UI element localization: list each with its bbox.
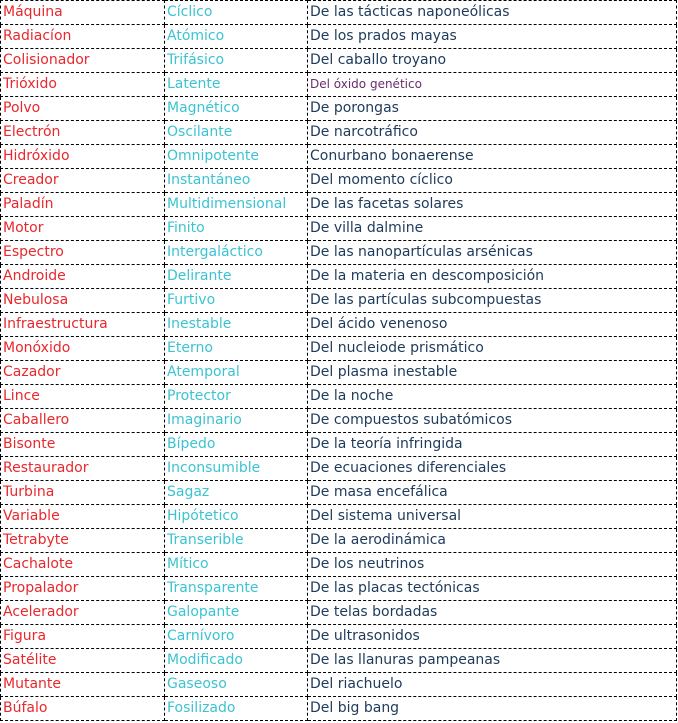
adjective-cell: Atemporal bbox=[165, 361, 308, 385]
noun-cell: Infraestructura bbox=[1, 313, 165, 337]
noun-cell: Propalador bbox=[1, 577, 165, 601]
adjective-cell: Sagaz bbox=[165, 481, 308, 505]
phrase-cell: De las tácticas naponeólicas bbox=[308, 1, 677, 25]
noun-cell: Paladín bbox=[1, 193, 165, 217]
table-row bbox=[1, 73, 677, 97]
noun-cell: Radiacíon bbox=[1, 25, 165, 49]
noun-cell: Lince bbox=[1, 385, 165, 409]
table-row bbox=[1, 169, 677, 193]
phrase-cell: Del riachuelo bbox=[308, 673, 677, 697]
adjective-cell: Omnipotente bbox=[165, 145, 308, 169]
table-body bbox=[1, 1, 677, 721]
phrase-cell: Del nucleiode prismático bbox=[308, 337, 677, 361]
phrase-cell: De narcotráfico bbox=[308, 121, 677, 145]
phrase-cell: Del caballo troyano bbox=[308, 49, 677, 73]
adjective-cell: Modificado bbox=[165, 649, 308, 673]
adjective-cell: Galopante bbox=[165, 601, 308, 625]
adjective-cell: Oscilante bbox=[165, 121, 308, 145]
table-row bbox=[1, 49, 677, 73]
adjective-cell: Hipótetico bbox=[165, 505, 308, 529]
phrase-cell: De las facetas solares bbox=[308, 193, 677, 217]
table-row bbox=[1, 361, 677, 385]
phrase-cell: Del sistema universal bbox=[308, 505, 677, 529]
phrase-cell: De telas bordadas bbox=[308, 601, 677, 625]
table-row bbox=[1, 625, 677, 649]
table-row bbox=[1, 25, 677, 49]
phrase-cell: De los neutrinos bbox=[308, 553, 677, 577]
noun-cell: Nebulosa bbox=[1, 289, 165, 313]
phrase-cell: De masa encefálica bbox=[308, 481, 677, 505]
table-row bbox=[1, 1, 677, 25]
noun-cell: Trióxido bbox=[1, 73, 165, 97]
table-row bbox=[1, 481, 677, 505]
phrase-cell: De ecuaciones diferenciales bbox=[308, 457, 677, 481]
adjective-cell: Protector bbox=[165, 385, 308, 409]
adjective-cell: Inconsumible bbox=[165, 457, 308, 481]
phrase-cell: Del óxido genético bbox=[308, 73, 677, 97]
phrase-cell: De villa dalmine bbox=[308, 217, 677, 241]
adjective-cell: Intergaláctico bbox=[165, 241, 308, 265]
noun-cell: Hidróxido bbox=[1, 145, 165, 169]
noun-cell: Creador bbox=[1, 169, 165, 193]
noun-cell: Máquina bbox=[1, 1, 165, 25]
adjective-cell: Eterno bbox=[165, 337, 308, 361]
phrase-cell: Conurbano bonaerense bbox=[308, 145, 677, 169]
phrase-cell: De la materia en descomposición bbox=[308, 265, 677, 289]
noun-cell: Bisonte bbox=[1, 433, 165, 457]
noun-cell: Motor bbox=[1, 217, 165, 241]
adjective-cell: Transparente bbox=[165, 577, 308, 601]
table-row bbox=[1, 529, 677, 553]
phrase-cell: De las nanopartículas arsénicas bbox=[308, 241, 677, 265]
noun-cell: Colisionador bbox=[1, 49, 165, 73]
adjective-cell: Delirante bbox=[165, 265, 308, 289]
adjective-cell: Instantáneo bbox=[165, 169, 308, 193]
table-row bbox=[1, 289, 677, 313]
table-row bbox=[1, 97, 677, 121]
adjective-cell: Finito bbox=[165, 217, 308, 241]
adjective-cell: Fosilizado bbox=[165, 697, 308, 721]
table-row bbox=[1, 601, 677, 625]
noun-cell: Acelerador bbox=[1, 601, 165, 625]
adjective-cell: Furtivo bbox=[165, 289, 308, 313]
noun-cell: Androide bbox=[1, 265, 165, 289]
adjective-cell: Atómico bbox=[165, 25, 308, 49]
table-row bbox=[1, 505, 677, 529]
phrase-cell: De las partículas subcompuestas bbox=[308, 289, 677, 313]
noun-cell: Búfalo bbox=[1, 697, 165, 721]
table-row bbox=[1, 673, 677, 697]
table-row bbox=[1, 313, 677, 337]
noun-cell: Cazador bbox=[1, 361, 165, 385]
noun-cell: Variable bbox=[1, 505, 165, 529]
table-row bbox=[1, 145, 677, 169]
phrase-cell: De la aerodinámica bbox=[308, 529, 677, 553]
table-row bbox=[1, 241, 677, 265]
phrase-cell: De las placas tectónicas bbox=[308, 577, 677, 601]
table-row bbox=[1, 193, 677, 217]
phrase-cell: De la noche bbox=[308, 385, 677, 409]
phrase-cell: Del big bang bbox=[308, 697, 677, 721]
noun-cell: Cachalote bbox=[1, 553, 165, 577]
noun-cell: Electrón bbox=[1, 121, 165, 145]
table-row bbox=[1, 433, 677, 457]
table-row bbox=[1, 457, 677, 481]
noun-cell: Figura bbox=[1, 625, 165, 649]
phrase-cell: Del momento cíclico bbox=[308, 169, 677, 193]
phrase-cell: De porongas bbox=[308, 97, 677, 121]
table-row bbox=[1, 385, 677, 409]
adjective-cell: Mítico bbox=[165, 553, 308, 577]
table-row bbox=[1, 337, 677, 361]
noun-cell: Restaurador bbox=[1, 457, 165, 481]
noun-cell: Tetrabyte bbox=[1, 529, 165, 553]
noun-cell: Monóxido bbox=[1, 337, 165, 361]
adjective-cell: Imaginario bbox=[165, 409, 308, 433]
noun-cell: Polvo bbox=[1, 97, 165, 121]
phrase-cell: De la teoría infringida bbox=[308, 433, 677, 457]
noun-cell: Mutante bbox=[1, 673, 165, 697]
phrase-cell: De las llanuras pampeanas bbox=[308, 649, 677, 673]
table-row bbox=[1, 649, 677, 673]
adjective-cell: Multidimensional bbox=[165, 193, 308, 217]
noun-cell: Espectro bbox=[1, 241, 165, 265]
phrase-cell: Del ácido venenoso bbox=[308, 313, 677, 337]
adjective-cell: Magnético bbox=[165, 97, 308, 121]
adjective-cell: Trifásico bbox=[165, 49, 308, 73]
phrase-cell: De ultrasonidos bbox=[308, 625, 677, 649]
table-row bbox=[1, 217, 677, 241]
phrase-cell: Del plasma inestable bbox=[308, 361, 677, 385]
noun-cell: Caballero bbox=[1, 409, 165, 433]
adjective-cell: Bípedo bbox=[165, 433, 308, 457]
table-row bbox=[1, 121, 677, 145]
phrase-cell: De compuestos subatómicos bbox=[308, 409, 677, 433]
adjective-cell: Gaseoso bbox=[165, 673, 308, 697]
noun-cell: Satélite bbox=[1, 649, 165, 673]
adjective-cell: Inestable bbox=[165, 313, 308, 337]
noun-cell: Turbina bbox=[1, 481, 165, 505]
adjective-cell: Cíclico bbox=[165, 1, 308, 25]
adjective-cell: Transerible bbox=[165, 529, 308, 553]
table-row bbox=[1, 697, 677, 721]
adjective-cell: Latente bbox=[165, 73, 308, 97]
phrase-cell: De los prados mayas bbox=[308, 25, 677, 49]
table-row bbox=[1, 577, 677, 601]
adjective-cell: Carnívoro bbox=[165, 625, 308, 649]
table-row bbox=[1, 409, 677, 433]
table-row bbox=[1, 265, 677, 289]
table-row bbox=[1, 553, 677, 577]
